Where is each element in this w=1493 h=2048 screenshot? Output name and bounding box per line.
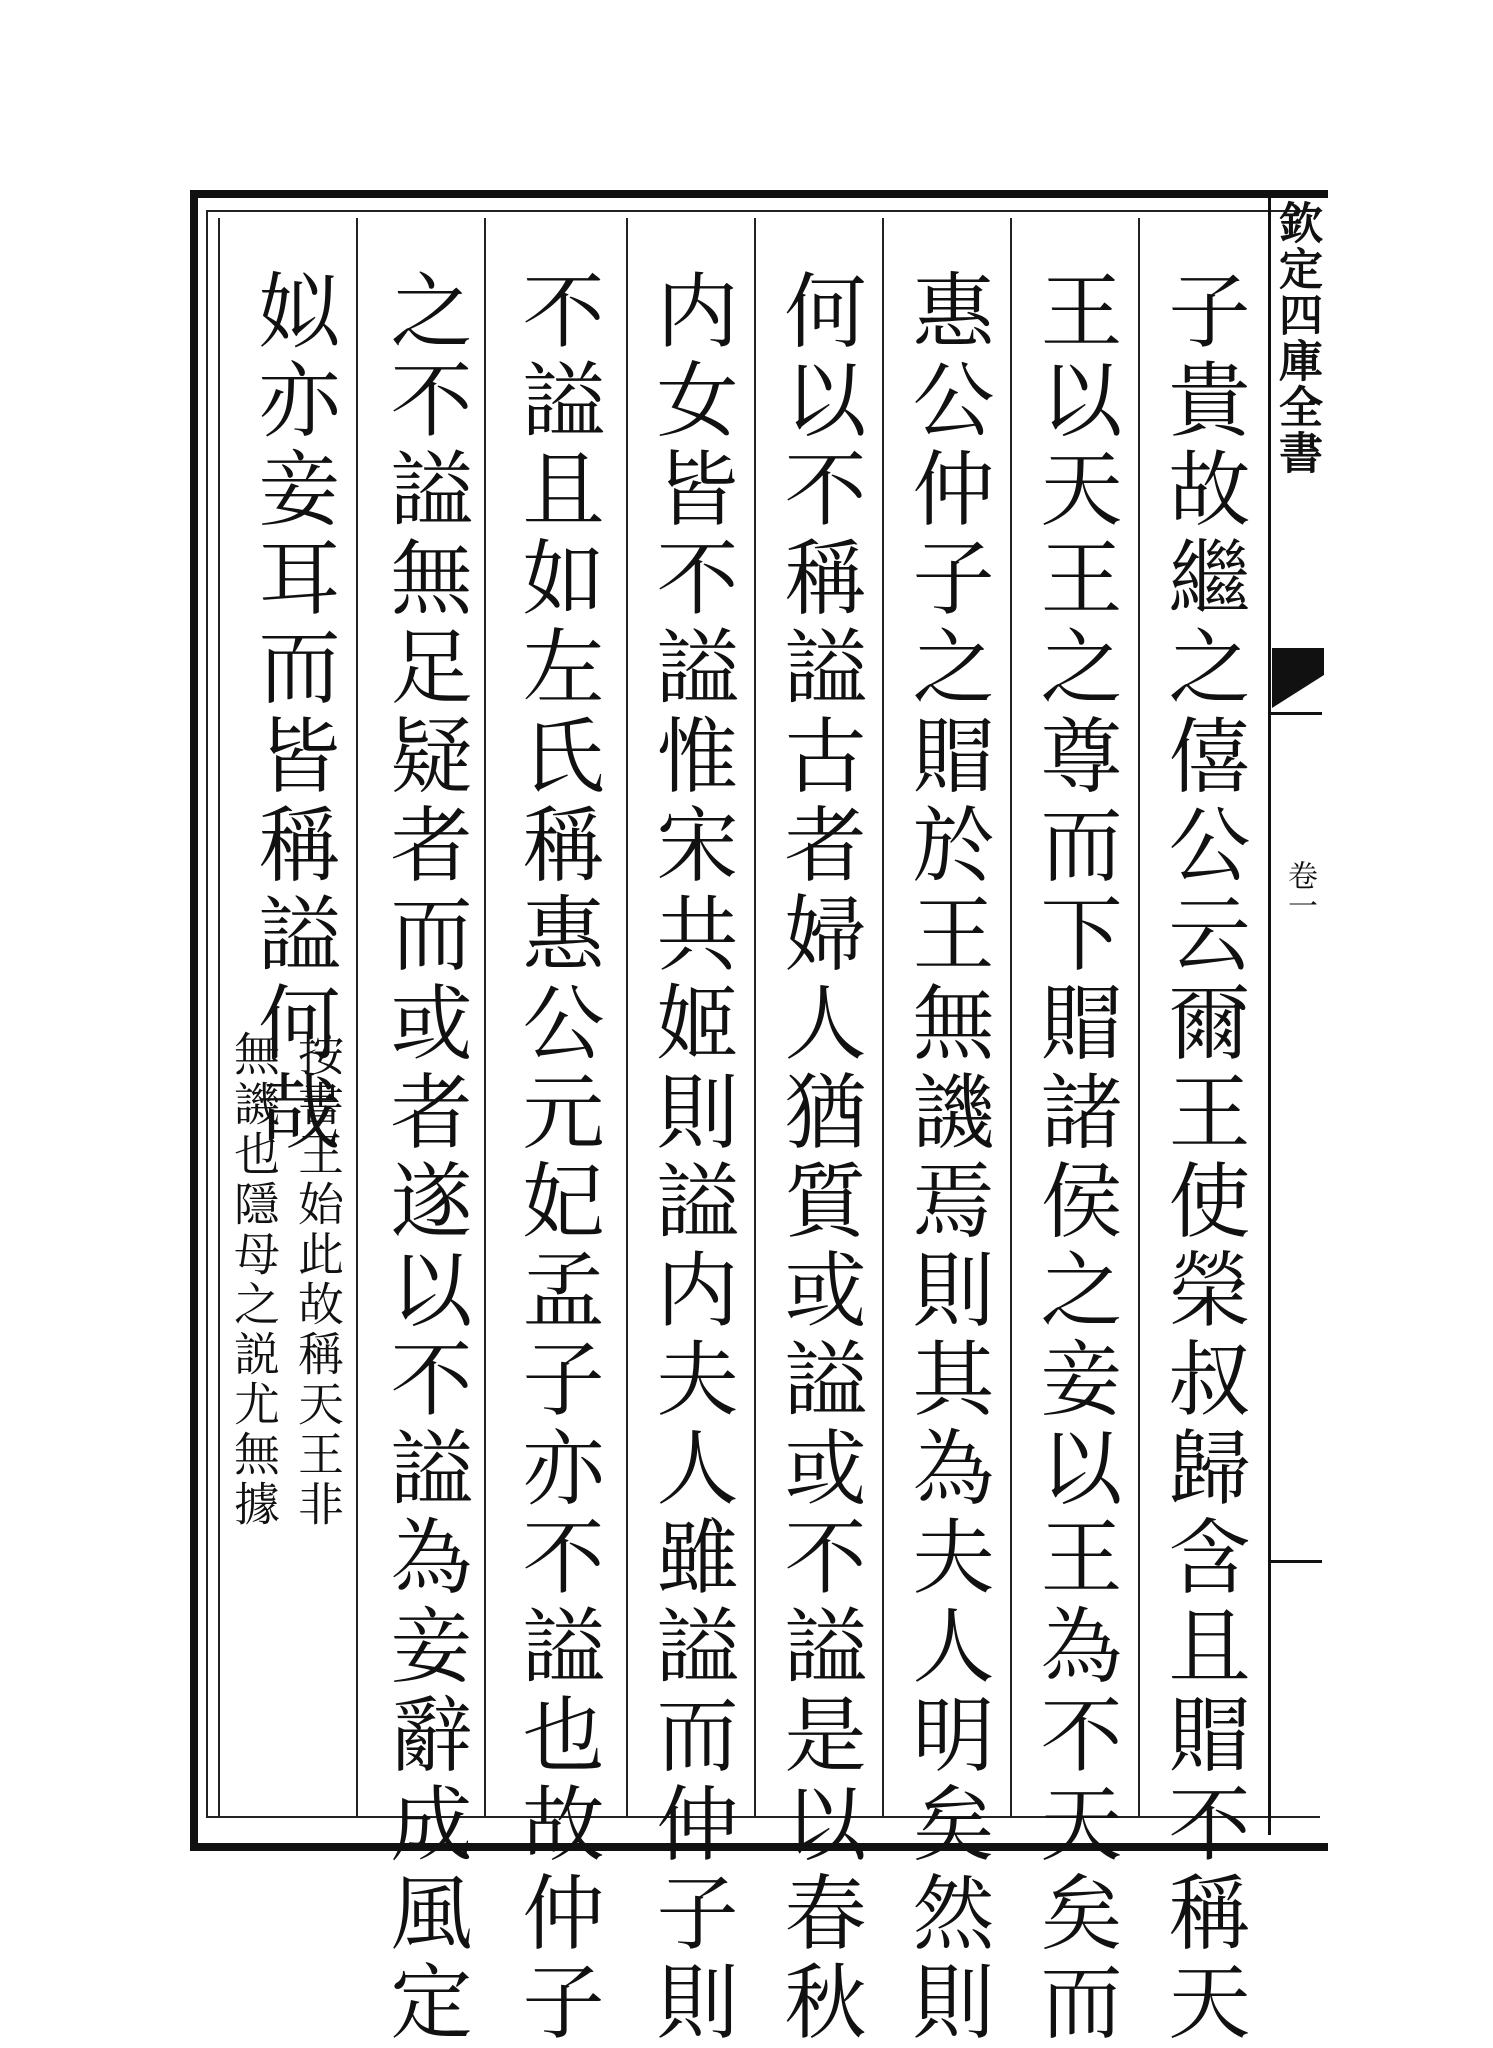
column-divider [1010, 218, 1012, 1816]
column-divider [754, 218, 756, 1816]
text-column-8: 姒亦妾耳而皆稱謚何哉 [245, 268, 340, 1158]
text-column-3: 惠公仲子之賵於王無譏焉則其為夫人明矣然則 [899, 268, 994, 2048]
fold-divider [1268, 1560, 1322, 1563]
text-column-6: 不謚且如左氏稱惠公元妃孟子亦不謚也故仲子 [509, 268, 604, 2048]
commentary-left: 無譏也隱母之説尤無據 [227, 1030, 281, 1530]
column-divider [218, 218, 220, 1816]
text-column-7: 之不謚無足疑者而或者遂以不謚為妾辭成風定 [377, 268, 472, 2048]
fold-divider [1268, 712, 1322, 715]
volume-label: 卷一 [1282, 860, 1317, 920]
column-divider [882, 218, 884, 1816]
column-divider [1138, 218, 1140, 1816]
text-column-2: 王以天王之尊而下賵諸侯之妾以王為不天矣而 [1027, 268, 1122, 2048]
collection-title: 欽定四庫全書 [1271, 200, 1322, 476]
text-column-5: 内女皆不謚惟宋共姬則謚内夫人雖謚而仲子則 [643, 268, 738, 2048]
column-divider [484, 218, 486, 1816]
text-column-4: 何以不稱謚古者婦人猶質或謚或不謚是以春秋 [771, 268, 866, 2048]
commentary-right: 按書王始此故稱天王非 [291, 1030, 345, 1530]
column-divider [626, 218, 628, 1816]
column-divider [356, 218, 358, 1816]
text-column-1: 子貴故繼之僖公云爾王使榮叔歸含且賵不稱天 [1155, 268, 1250, 2048]
